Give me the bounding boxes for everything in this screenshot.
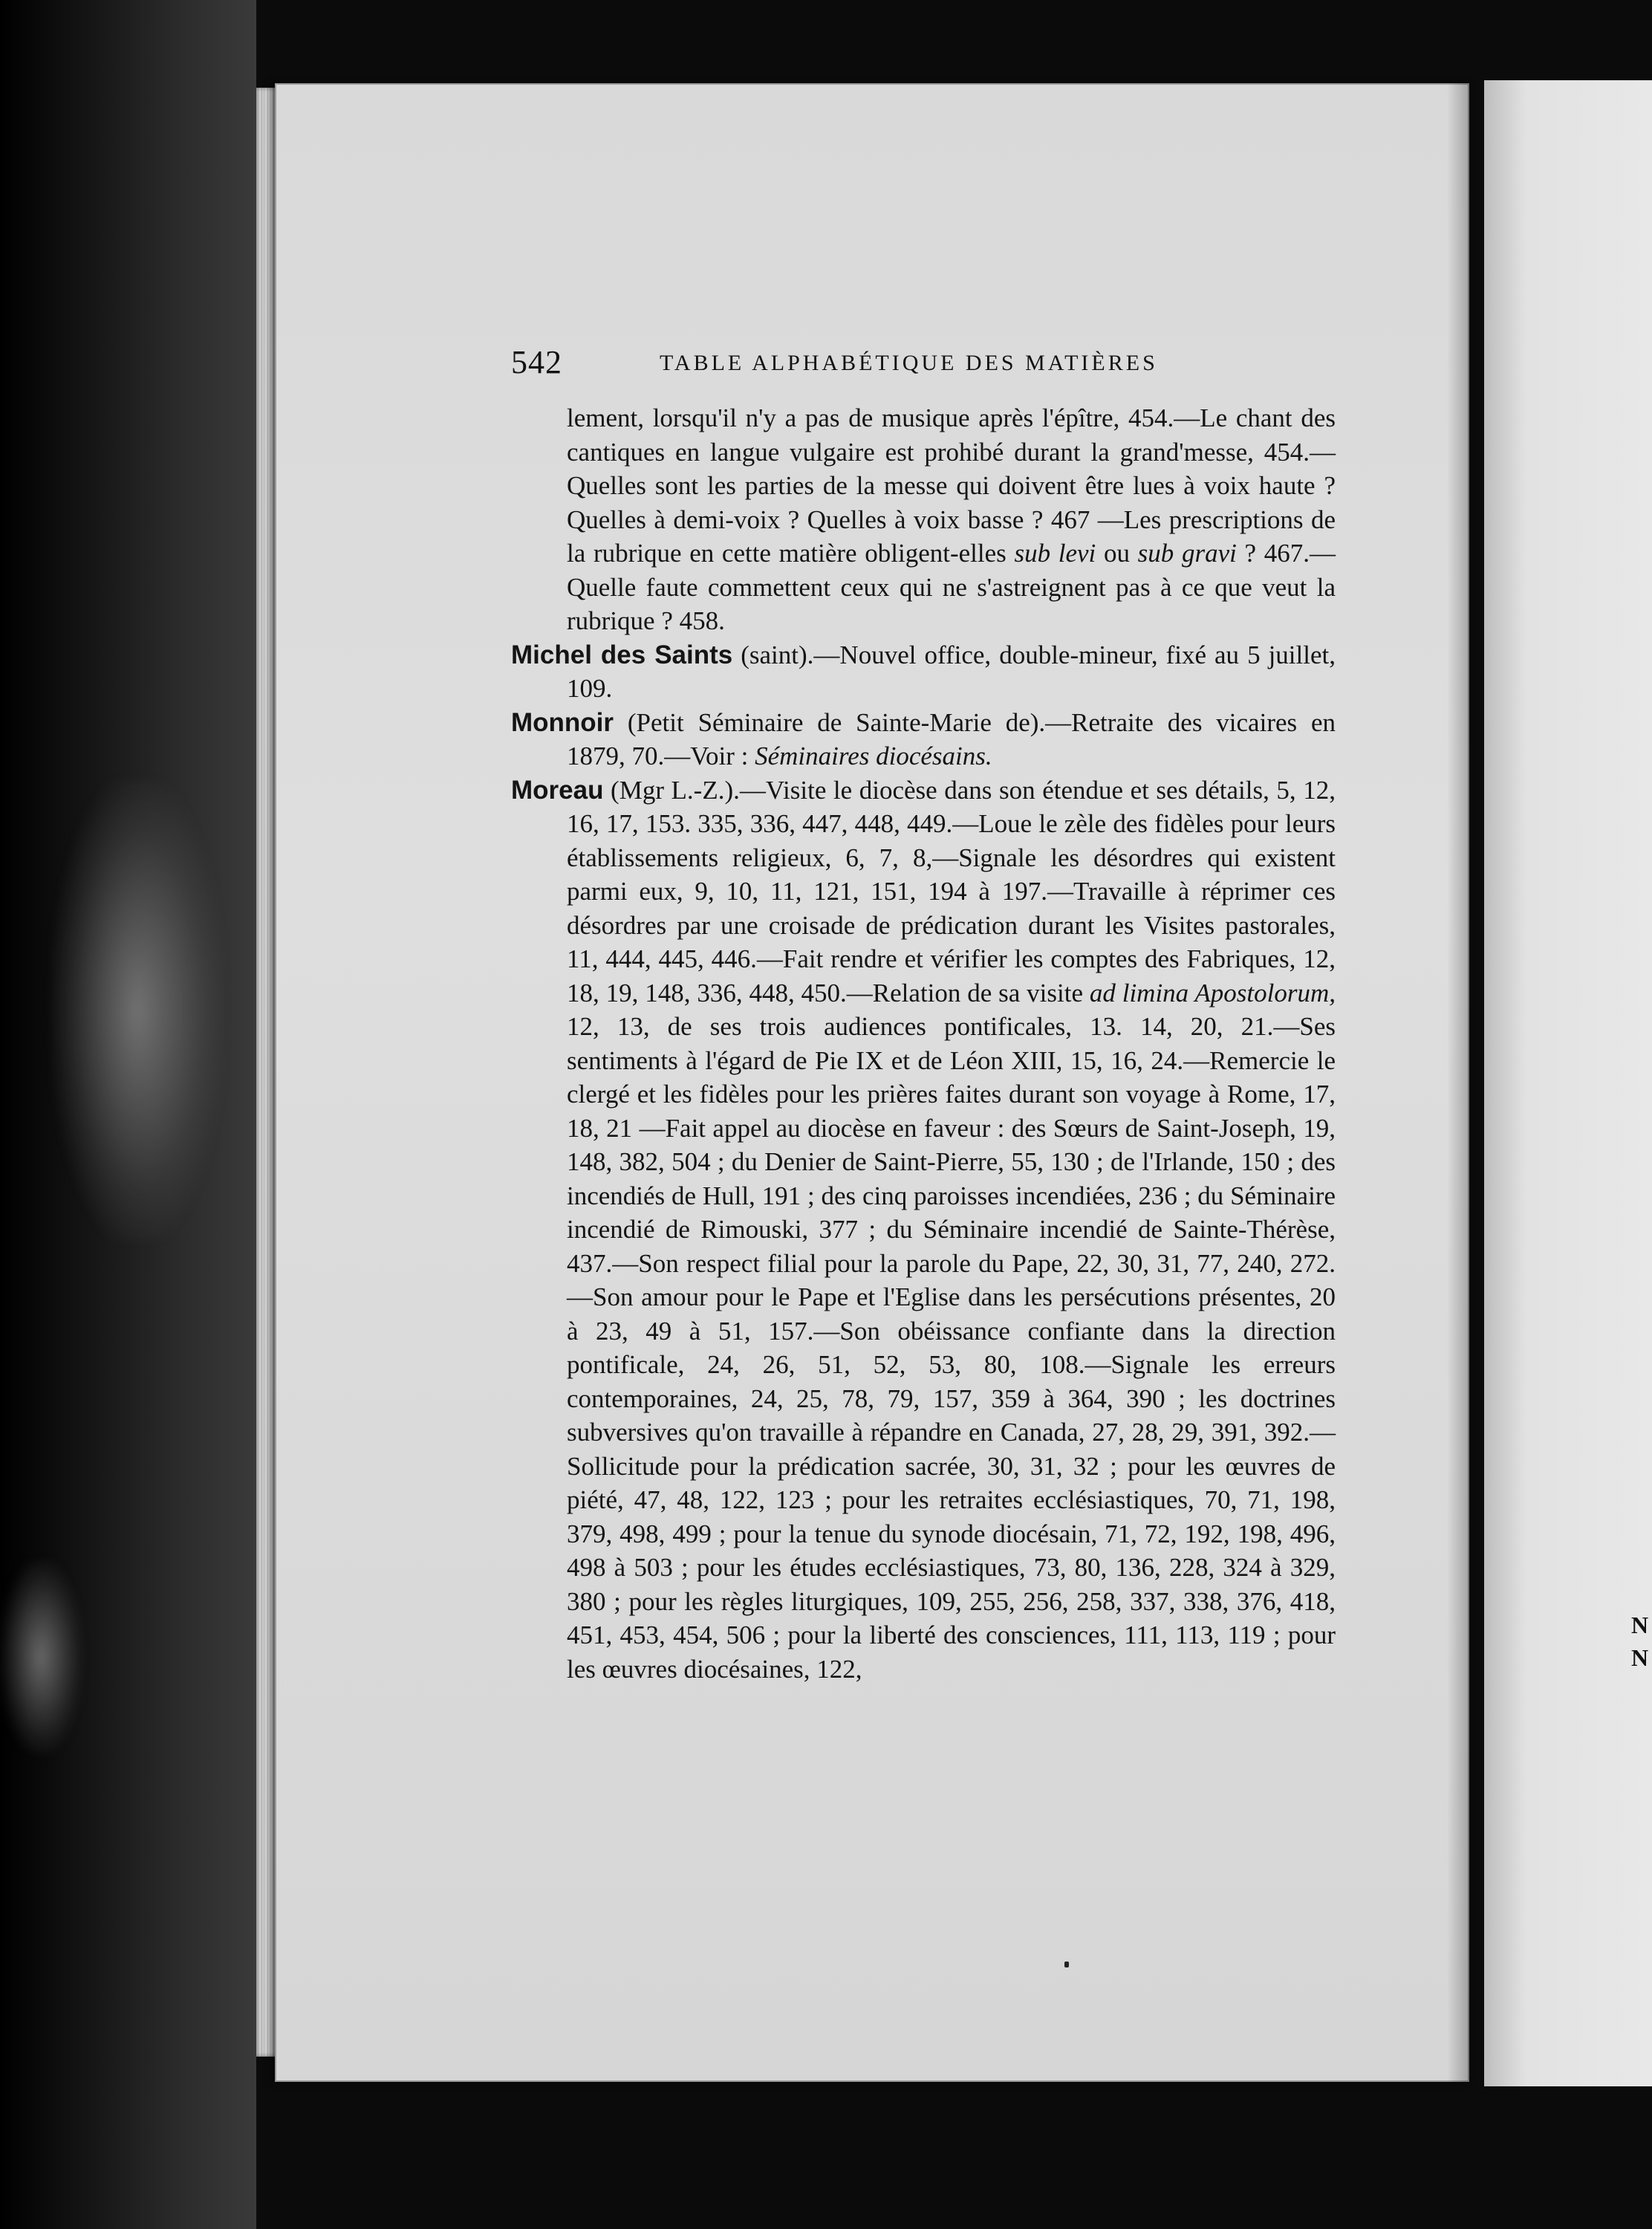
- entry-headword: Monnoir: [511, 707, 614, 737]
- page-gutter-shadow: [1447, 83, 1469, 2082]
- entry-italic: Séminaires diocésains.: [755, 742, 992, 770]
- binding-stain: [0, 1560, 82, 1753]
- continued-entry: [511, 401, 1336, 638]
- running-head-title: TABLE ALPHABÉTIQUE DES MATIÈRES: [660, 351, 1158, 375]
- entry-text: (saint).—Nouvel office, double-mineur, fixé au 5 juillet, 109.: [567, 640, 1336, 703]
- next-page-letter: N: [1631, 1612, 1649, 1638]
- next-page-letter: N: [1631, 1644, 1649, 1671]
- entry-text: ? 467.—Quelle faute commettent ceux qui ne s'astreignent pas à ce que veut la rubrique ? 458.: [567, 539, 1336, 635]
- entry-headword: Michel des Saints: [511, 640, 733, 669]
- next-page-edge: [1484, 80, 1652, 2086]
- entry-text: (Petit Séminaire de Sainte-Marie de).—Retraite des vicaires en 1879, 70.—Voir :: [567, 707, 1336, 770]
- binding-stain: [52, 780, 223, 1241]
- ink-dot: [1064, 1962, 1069, 1967]
- index-entry-michel: [511, 638, 1336, 706]
- book-binding-shadow: [0, 0, 256, 2229]
- running-head: [511, 343, 1432, 388]
- entry-italic: sub gravi: [1137, 539, 1237, 568]
- next-page-letters: [1631, 1609, 1648, 1674]
- page-number: 542: [511, 344, 562, 380]
- entry-text: ou: [1103, 539, 1130, 568]
- entry-italic: ad limina Apostolorum,: [1089, 978, 1336, 1008]
- index-entry-moreau: [511, 773, 1336, 1687]
- entry-headword: Moreau: [511, 775, 604, 805]
- entry-text: lement, lorsqu'il n'y a pas de musique après l'épître, 454.—Le chant des cantiques en langue vulgaire est prohibé durant la grand'messe, 454.—Quelles sont les parties de la messe qui doivent être lues à voix haute ? Quelles à demi-voix ? Quelles à voix basse ? 467 —Les prescriptions de la rubrique en cette matière obligent-elles: [567, 403, 1336, 568]
- entry-italic: sub levi: [1014, 539, 1096, 568]
- index-text: [511, 401, 1336, 1686]
- index-entry-monnoir: [511, 706, 1336, 773]
- entry-text: 12, 13, de ses trois audiences pontificales, 13. 14, 20, 21.—Ses sentiments à l'égard de Pie IX et de Léon XIII, 15, 16, 24.—Remercie le clergé et les fidèles pour les prières faites durant son voyage à Rome, 17, 18, 21 —Fait appel au diocèse en faveur : des Sœurs de Saint-Joseph, 19, 148, 382, 504 ; du Denier de Saint-Pierre, 55, 130 ; de l'Irlande, 150 ; des incendiés de Hull, 191 ; des cinq paroisses incendiées, 236 ; du Séminaire incendié de Rimouski, 377 ; du Séminaire incendié de Sainte-Thérèse, 437.—Son respect filial pour la parole du Pape, 22, 30, 31, 77, 240, 272.—Son amour pour le Pape et l'Eglise dans les persécutions présentes, 20 à 23, 49 à 51, 157.—Son obéissance confiante dans la direction pontificale, 24, 26, 51, 52, 53, 80, 108.—Signale les erreurs contemporaines, 24, 25, 78, 79, 157, 359 à 364, 390 ; les doctrines subversives qu'on travaille à répandre en Canada, 27, 28, 29, 391, 392.—Sollicitude pour la prédication sacrée, 30, 31, 32 ; pour les œuvres de piété, 47, 48, 122, 123 ; pour les retraites ecclésiastiques, 70, 71, 198, 379, 498, 499 ; pour la tenue du synode diocésain, 71, 72, 192, 198, 496, 498 à 503 ; pour les études ecclésiastiques, 73, 80, 136, 228, 324 à 329, 380 ; pour les règles liturgiques, 109, 255, 256, 258, 337, 338, 376, 418, 451, 453, 454, 506 ; pour la liberté des consciences, 111, 113, 119 ; pour les œuvres diocésaines, 122,: [567, 1012, 1336, 1684]
- entry-text: (Mgr L.-Z.).—Visite le diocèse dans son étendue et ses détails, 5, 12, 16, 17, 153. 335, 336, 447, 448, 449.—Loue le zèle des fidèles pour leurs établissements religieux, 6, 7, 8,—Signale les désordres qui existent parmi eux, 9, 10, 11, 121, 151, 194 à 197.—Travaille à réprimer ces désordres par une croisade de prédication durant les Visites pastorales, 11, 444, 445, 446.—Fait rendre et vérifier les comptes des Fabriques, 12, 18, 19, 148, 336, 448, 450.—Relation de sa visite: [567, 775, 1336, 1008]
